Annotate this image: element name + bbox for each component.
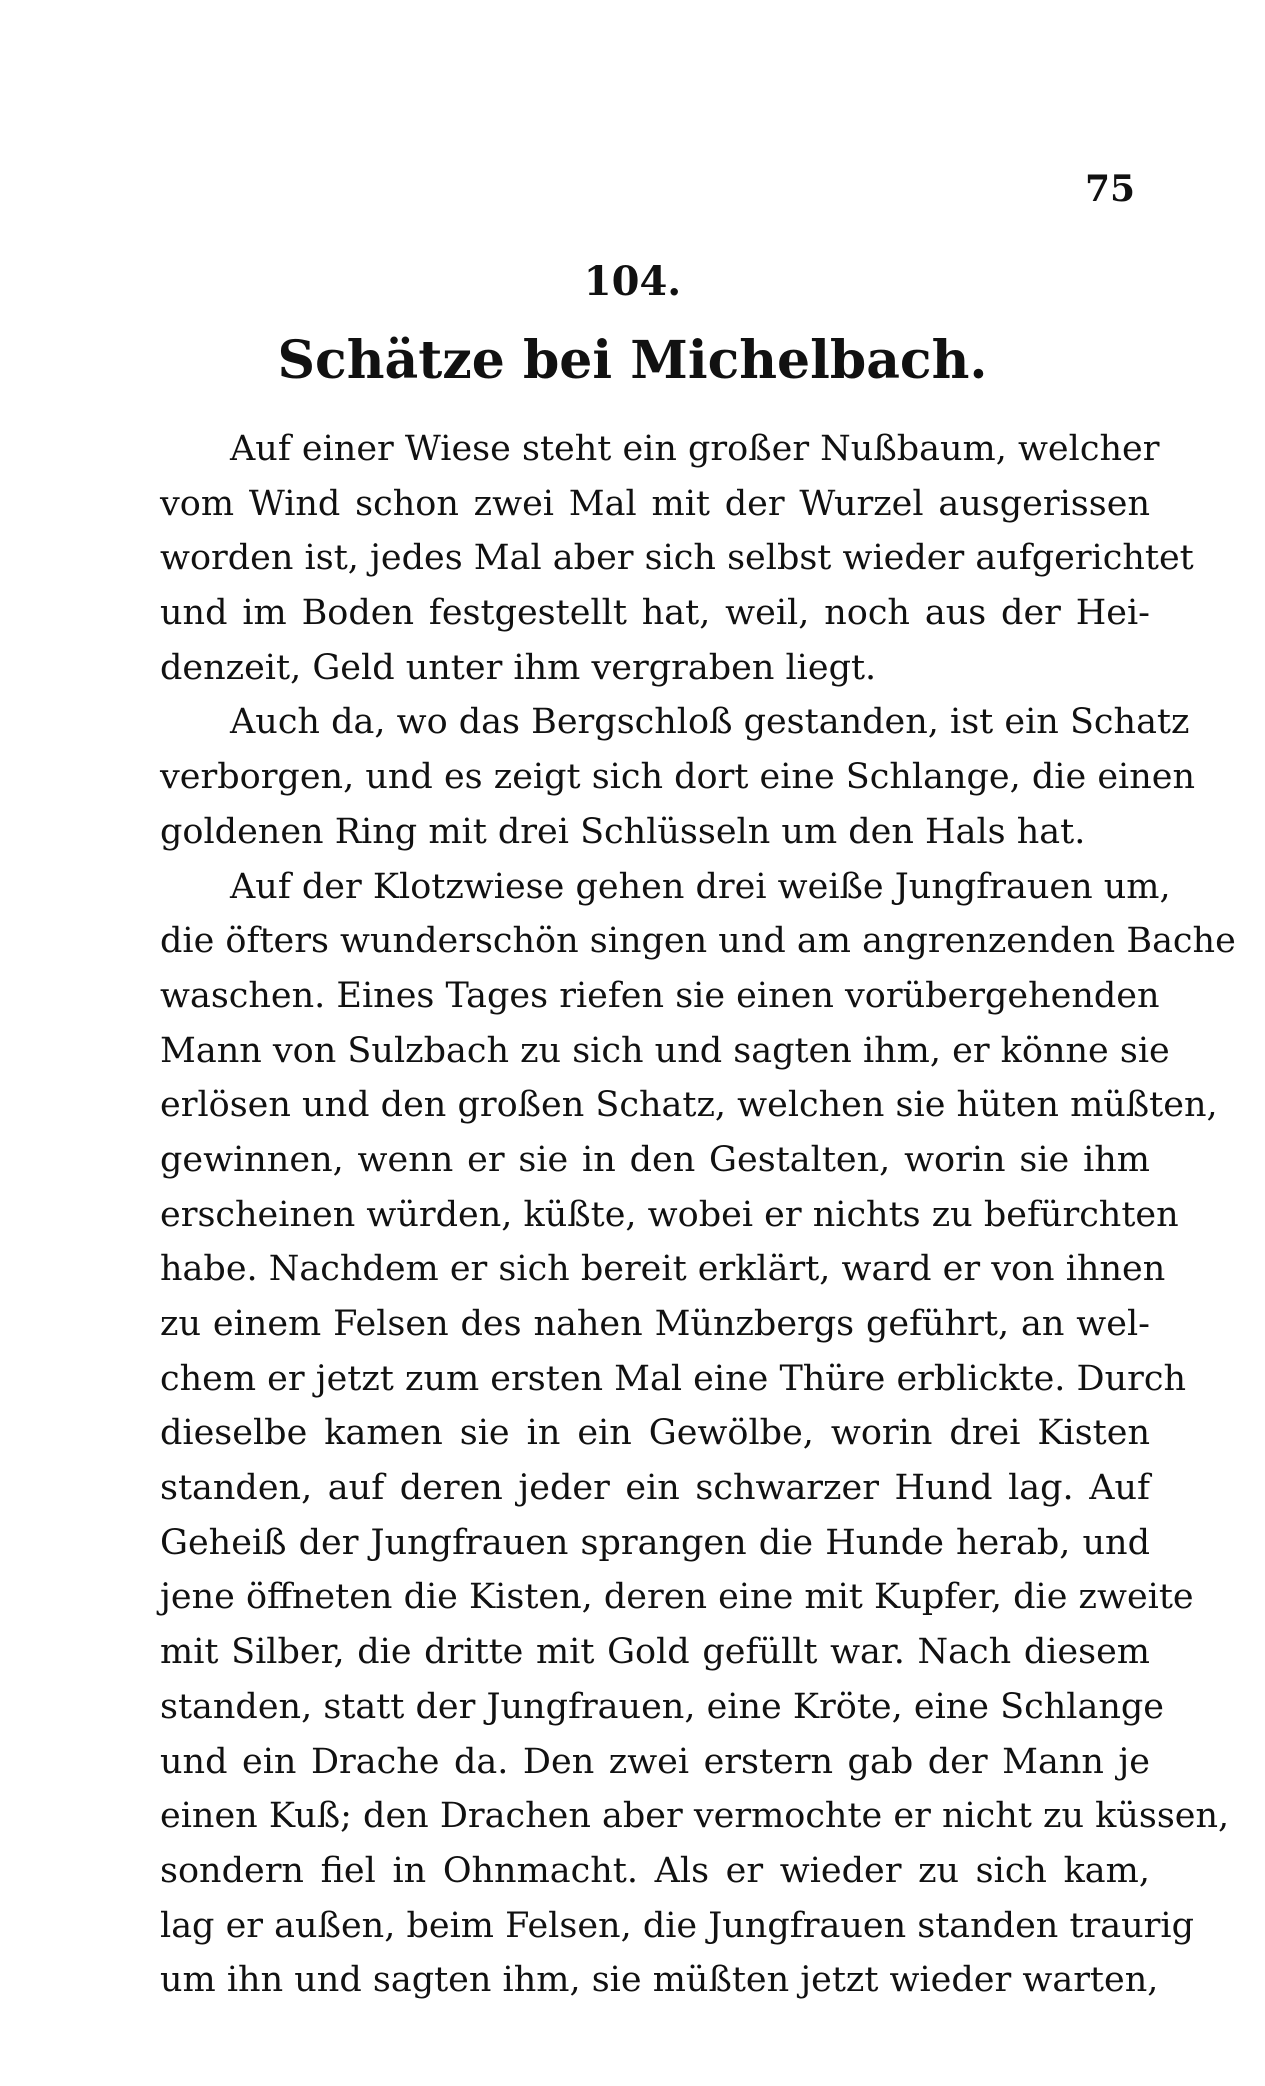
text-line: waschen. Eines Tages riefen sie einen vorübergehenden bbox=[160, 975, 1160, 1016]
tale-title: Schätze bei Michelbach. bbox=[277, 330, 988, 391]
text-line: dieselbe kamen sie in ein Gewölbe, worin drei Kisten bbox=[160, 1413, 1150, 1454]
text-line: um ihn und sagten ihm, sie müßten jetzt wieder warten, bbox=[160, 1960, 1159, 2001]
text-line: Auch da, wo das Bergschloß gestanden, ist ein Schatz bbox=[230, 702, 1190, 743]
text-line: goldenen Ring mit drei Schlüsseln um den Hals hat. bbox=[160, 811, 1086, 852]
paragraph-2 bbox=[160, 695, 1196, 859]
paragraph-1 bbox=[160, 422, 1194, 695]
text-line: jene öffneten die Kisten, deren eine mit Kupfer, die zweite bbox=[160, 1577, 1194, 1618]
paragraph-3 bbox=[160, 860, 1236, 2008]
text-line: standen, auf deren jeder ein schwarzer Hund lag. Auf bbox=[160, 1468, 1150, 1509]
text-line: denzeit, Geld unter ihm vergraben liegt. bbox=[160, 647, 877, 688]
text-line: einen Kuß; den Drachen aber vermochte er nicht zu küssen, bbox=[160, 1796, 1230, 1837]
text-line: verborgen, und es zeigt sich dort eine Schlange, die einen bbox=[160, 757, 1196, 798]
page-number: 75 bbox=[1085, 168, 1136, 210]
tale-number: 104. bbox=[583, 258, 682, 305]
text-line: die öfters wunderschön singen und am angrenzenden Bache bbox=[160, 921, 1236, 962]
text-line: habe. Nachdem er sich bereit erklärt, ward er von ihnen bbox=[160, 1249, 1166, 1290]
text-line: Mann von Sulzbach zu sich und sagten ihm, er könne sie bbox=[160, 1030, 1170, 1071]
text-line: und ein Drache da. Den zwei erstern gab der Mann je bbox=[160, 1741, 1150, 1782]
text-line: erscheinen würden, küßte, wobei er nichts zu befürchten bbox=[160, 1194, 1179, 1235]
text-line: sondern fiel in Ohnmacht. Als er wieder zu sich kam, bbox=[160, 1850, 1150, 1891]
text-line: Auf der Klotzwiese gehen drei weiße Jungfrauen um, bbox=[230, 866, 1171, 907]
text-line: chem er jetzt zum ersten Mal eine Thüre erblickte. Durch bbox=[160, 1358, 1187, 1399]
text-line: mit Silber, die dritte mit Gold gefüllt war. Nach diesem bbox=[160, 1632, 1150, 1673]
text-line: gewinnen, wenn er sie in den Gestalten, worin sie ihm bbox=[160, 1139, 1150, 1180]
text-line: standen, statt der Jungfrauen, eine Kröte, eine Schlange bbox=[160, 1686, 1164, 1727]
text-line: worden ist, jedes Mal aber sich selbst wieder aufgerichtet bbox=[160, 538, 1194, 579]
text-line: Auf einer Wiese steht ein großer Nußbaum, welcher bbox=[230, 429, 1160, 469]
text-line: und im Boden festgestellt hat, weil, noch aus der Hei- bbox=[160, 593, 1150, 634]
text-line: erlösen und den großen Schatz, welchen sie hüten müßten, bbox=[160, 1085, 1218, 1126]
text-line: Geheiß der Jungfrauen sprangen die Hunde herab, und bbox=[160, 1522, 1150, 1563]
body-text bbox=[160, 422, 1236, 2008]
text-line: lag er außen, beim Felsen, die Jungfrauen standen traurig bbox=[160, 1905, 1195, 1946]
text-line: vom Wind schon zwei Mal mit der Wurzel ausgerissen bbox=[160, 483, 1150, 524]
text-line: zu einem Felsen des nahen Münzbergs geführt, an wel- bbox=[160, 1304, 1150, 1344]
